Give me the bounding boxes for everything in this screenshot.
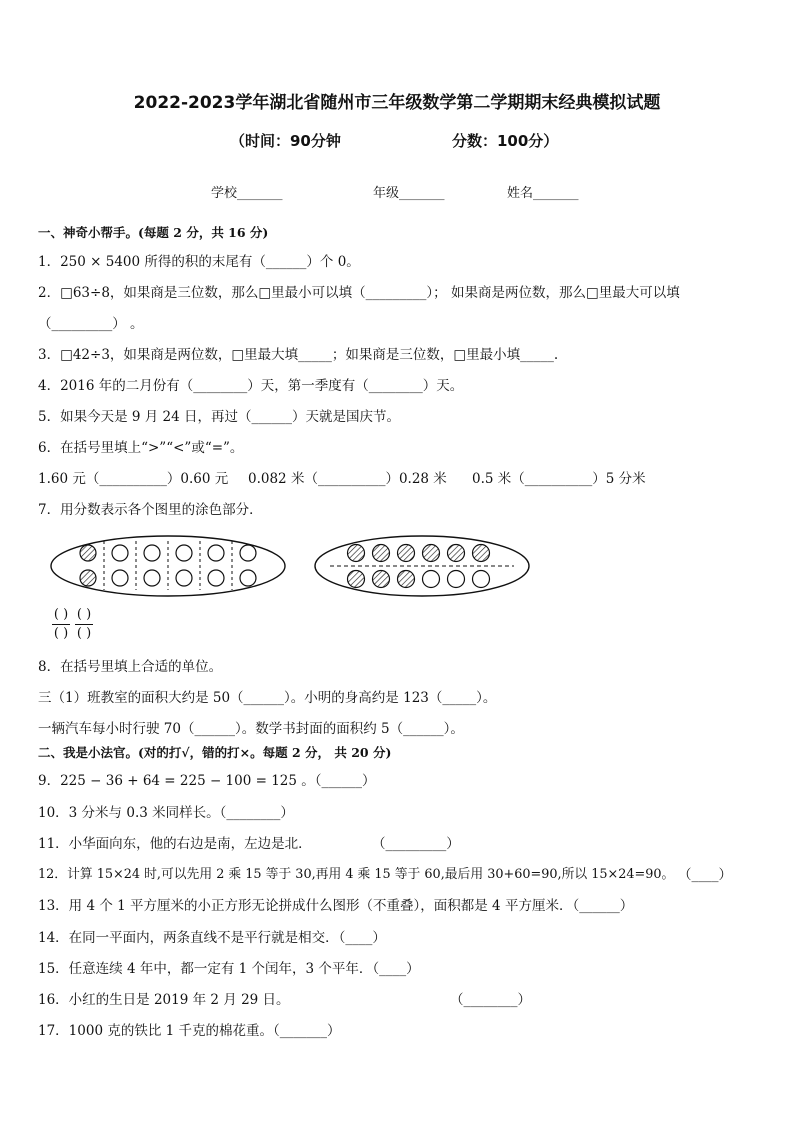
exam-time: （时间：90分钟 [230, 132, 341, 150]
figure-left [48, 533, 288, 599]
empty-circle [112, 545, 128, 561]
question-9: 9．225 − 36 + 64 = 225 − 100 = 125 。（______） [38, 773, 376, 789]
empty-circle [176, 545, 192, 561]
shaded-circle [373, 571, 390, 588]
shaded-circle [348, 571, 365, 588]
shaded-circle [348, 545, 365, 562]
empty-circle [423, 571, 440, 588]
page-title: 2022-2023学年湖北省随州市三年级数学第二学期期末经典模拟试题 [133, 93, 661, 113]
question-12-blank[interactable]: （____） [678, 867, 732, 883]
question-8a: 三（1）班教室的面积大约是 50（______）。小明的身高约是 123（_____）。 [38, 690, 497, 706]
shaded-circle [80, 570, 96, 586]
question-16-blank[interactable]: （________） [450, 992, 531, 1008]
question-6: 6．在括号里填上“>”“<”或“=”。 [38, 440, 244, 456]
name-field[interactable]: 姓名_______ [507, 186, 579, 201]
empty-circle [176, 570, 192, 586]
question-8b: 一辆汽车每小时行驶 70（______）。数学书封面的面积约 5（______）。 [38, 721, 464, 737]
question-8: 8．在括号里填上合适的单位。 [38, 659, 223, 675]
question-6c: 0.5 米（__________）5 分米 [472, 471, 646, 487]
question-5: 5．如果今天是 9 月 24 日，再过（______）天就是国庆节。 [38, 409, 401, 425]
shaded-circle [448, 545, 465, 562]
exam-score: 分数：100分） [452, 132, 559, 150]
section-2-heading: 二、我是小法官。(对的打√，错的打×。每题 2 分， 共 20 分) [38, 745, 392, 760]
shaded-circle [398, 571, 415, 588]
question-3: 3．□42÷3，如果商是两位数，□里最大填_____；如果商是三位数，□里最小填_____. [38, 347, 559, 363]
empty-circle [240, 545, 256, 561]
question-4: 4．2016 年的二月份有（________）天，第一季度有（________）天。 [38, 378, 464, 394]
section-1-heading: 一、神奇小帮手。(每题 2 分，共 16 分) [38, 225, 269, 240]
question-17: 17．1000 克的铁比 1 千克的棉花重。（_______） [38, 1023, 341, 1039]
figure-right [312, 533, 532, 599]
school-field[interactable]: 学校_______ [211, 186, 283, 201]
question-11-blank[interactable]: （_________） [372, 836, 460, 852]
fraction-blank-2[interactable]: ( ) ( ) [76, 607, 92, 641]
empty-circle [448, 571, 465, 588]
question-7: 7．用分数表示各个图里的涂色部分． [38, 502, 263, 518]
question-2-cont: （_________） 。 [38, 316, 144, 332]
empty-circle [240, 570, 256, 586]
shaded-circle [473, 545, 490, 562]
question-6a: 1.60 元（__________）0.60 元 [38, 471, 229, 487]
shaded-circle [423, 545, 440, 562]
question-14: 14．在同一平面内，两条直线不是平行就是相交．（____） [38, 930, 386, 946]
question-10: 10．3 分米与 0.3 米同样长。（________） [38, 805, 294, 821]
question-12: 12．计算 15×24 时,可以先用 2 乘 15 等于 30,再用 4 乘 15 等于 60,最后用 30+60=90,所以 15×24=90。 [38, 867, 675, 882]
question-13: 13．用 4 个 1 平方厘米的小正方形无论拼成什么图形（不重叠），面积都是 4 平方厘米．（______） [38, 898, 634, 914]
empty-circle [144, 545, 160, 561]
empty-circle [208, 545, 224, 561]
question-11: 11．小华面向东，他的右边是南，左边是北． [38, 836, 312, 852]
shaded-circle [80, 545, 96, 561]
grade-field[interactable]: 年级_______ [373, 186, 445, 201]
empty-circle [144, 570, 160, 586]
question-1: 1．250 × 5400 所得的积的末尾有（______）个 0。 [38, 254, 360, 270]
shaded-circle [373, 545, 390, 562]
empty-circle [112, 570, 128, 586]
empty-circle [473, 571, 490, 588]
question-15: 15．任意连续 4 年中，都一定有 1 个闰年，3 个平年．（____） [38, 961, 420, 977]
fraction-blank-1[interactable]: ( ) ( ) [53, 607, 69, 641]
empty-circle [208, 570, 224, 586]
question-6b: 0.082 米（__________）0.28 米 [248, 471, 447, 487]
question-16: 16．小红的生日是 2019 年 2 月 29 日。 [38, 992, 290, 1008]
question-2: 2．□63÷8，如果商是三位数，那么□里最小可以填（_________）； 如果商是两位数，那么□里最大可以填 [38, 285, 680, 301]
shaded-circle [398, 545, 415, 562]
